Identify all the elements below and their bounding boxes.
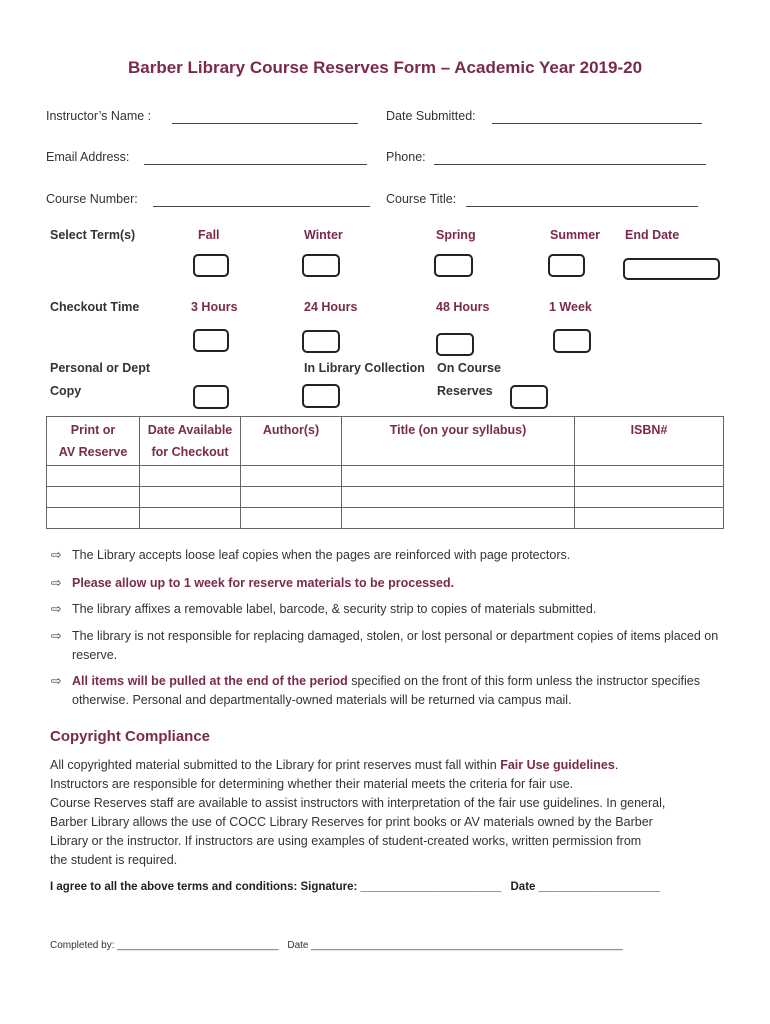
fair-use-link[interactable]: Fair Use guidelines [500,758,615,772]
copyright-paragraph-4: Barber Library allows the use of COCC Library Reserves for print books or AV materials owned by the Barber [50,815,653,829]
agreement-date-field[interactable]: ___________________ [538,881,661,893]
copyright-heading: Copyright Compliance [50,728,211,745]
copyright-paragraph-1: All copyrighted material submitted to the Library for print reserves must fall within Fair Use guidelines. [50,758,619,772]
table-row[interactable] [47,508,724,529]
personal-copy-label-line2: Copy [50,384,82,398]
col-print-av-reserve: Print or AV Reserve [47,417,140,466]
term-summer-label: Summer [550,228,601,242]
email-field[interactable] [144,164,367,165]
on-course-reserves-label-line1: On Course [437,361,501,375]
checkout-1-week-checkbox[interactable] [553,329,591,353]
arrow-icon: ⇨ [51,602,62,616]
completed-by-line: Completed by: _____________________________ Date ________________________________________________________ [50,940,623,951]
completed-by-field[interactable]: _____________________________ [117,940,279,951]
signature-field[interactable]: ______________________ [360,881,502,893]
col-isbn: ISBN# [575,417,724,466]
checkout-24-hours-checkbox[interactable] [302,330,340,353]
date-submitted-label: Date Submitted: [386,109,476,123]
table-header-row [47,417,724,466]
term-winter-label: Winter [304,228,343,242]
col-title: Title (on your syllabus) [342,417,575,466]
in-library-label: In Library Collection [304,361,425,375]
agreement-line: I agree to all the above terms and conditions: Signature: ______________________ Date ___________________ [50,881,661,893]
completed-date-field[interactable]: ________________________________________________________ [311,940,623,951]
course-number-field[interactable] [153,206,370,207]
arrow-icon: ⇨ [51,674,62,688]
course-number-label: Course Number: [46,192,138,206]
email-label: Email Address: [46,150,130,164]
personal-copy-checkbox[interactable] [193,385,229,409]
end-date-input[interactable] [623,258,720,280]
reserves-table [46,416,724,529]
phone-label: Phone: [386,150,426,164]
checkout-24-hours-label: 24 Hours [304,300,358,314]
checkout-3-hours-checkbox[interactable] [193,329,229,352]
arrow-icon: ⇨ [51,576,62,590]
copyright-paragraph-5: Library or the instructor. If instructors are using examples of student-created works, written permission from [50,834,642,848]
term-spring-checkbox[interactable] [434,254,473,277]
checkout-48-hours-label: 48 Hours [436,300,490,314]
instructor-name-label: Instructor’s Name : [46,109,152,123]
copyright-paragraph-2: Instructors are responsible for determining whether their material meets the criteria for fair use. [50,777,574,791]
checkout-time-label: Checkout Time [50,300,140,314]
table-row[interactable] [47,487,724,508]
on-course-reserves-checkbox[interactable] [510,385,548,409]
term-spring-label: Spring [436,228,476,242]
end-date-label: End Date [625,228,680,242]
personal-copy-label-line1: Personal or Dept [50,361,151,375]
col-authors: Author(s) [241,417,342,466]
course-title-label: Course Title: [386,192,457,206]
date-submitted-field[interactable] [492,123,702,124]
instructor-name-field[interactable] [172,123,358,124]
course-title-field[interactable] [466,206,698,207]
in-library-checkbox[interactable] [302,384,340,408]
table-row[interactable] [47,466,724,487]
col-date-available: Date Available for Checkout [140,417,241,466]
term-fall-label: Fall [198,228,220,242]
term-winter-checkbox[interactable] [302,254,340,277]
checkout-48-hours-checkbox[interactable] [436,333,474,356]
checkout-1-week-label: 1 Week [549,300,592,314]
checkout-3-hours-label: 3 Hours [191,300,238,314]
copyright-paragraph-6: the student is required. [50,853,178,867]
term-summer-checkbox[interactable] [548,254,585,277]
select-terms-label: Select Term(s) [50,228,136,242]
copyright-paragraph-3: Course Reserves staff are available to assist instructors with interpretation of the fair use guidelines. In general, [50,796,666,810]
arrow-icon: ⇨ [51,629,62,643]
phone-field[interactable] [434,164,706,165]
arrow-icon: ⇨ [51,548,62,562]
on-course-reserves-label-line2: Reserves [437,384,493,398]
page-title: Barber Library Course Reserves Form – Academic Year 2019-20 [127,58,643,77]
term-fall-checkbox[interactable] [193,254,229,277]
